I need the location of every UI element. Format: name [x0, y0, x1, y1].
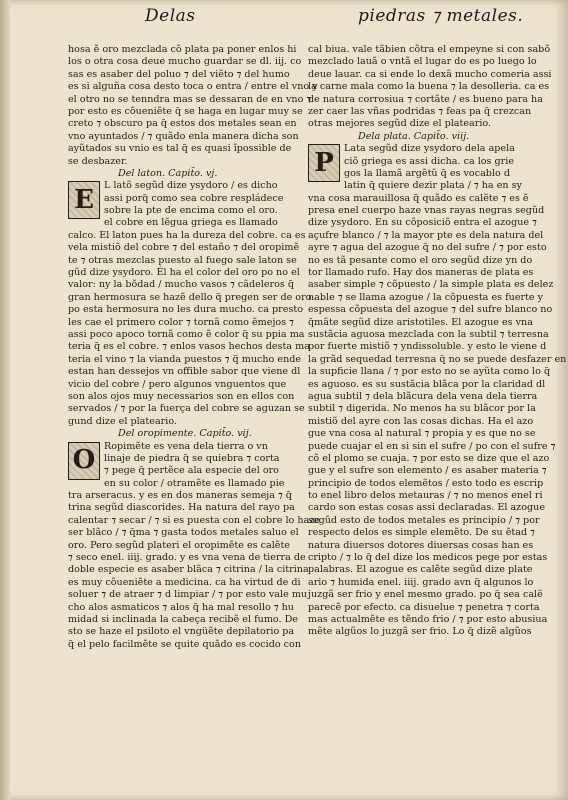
text-line: açufre blanco / ⁊ la mayor pte es dela natura del	[308, 229, 544, 241]
text-line: es si alguña cosa desto toca o entra / entre el vno y	[68, 81, 318, 93]
text-line: puede cuajar el en si sin el sufre / po con el sufre ⁊	[308, 440, 556, 452]
text-line: por esto es cõueniẽte q̃ se haga en lugar muy se	[68, 105, 303, 117]
text-line: creto ⁊ obscuro pa q̃ estos dos metales sean en	[68, 118, 297, 130]
text-line: mistiõ del ayre con las cosas dichas. Ha el azo	[308, 415, 534, 427]
text-line: zer caer las vñas podridas ⁊ feas pa q̃ crezcan	[308, 105, 532, 117]
section-plata	[308, 143, 567, 639]
text-line: assi porq̃ como sea cobre respládece	[104, 192, 284, 204]
text-line: vno ayuntados / ⁊ quãdo enla manera dicha son	[68, 130, 299, 142]
section-heading-laton: Del laton. Capit̃o. vj.	[118, 167, 218, 179]
text-line: gund dize el plateario.	[68, 415, 177, 427]
text-line: juzgã ser frio y enel mesmo grado. po q̃ sea calẽ	[308, 589, 543, 601]
text-line: vela mistiõ del cobre ⁊ del estaño ⁊ del oropimẽ	[68, 242, 300, 254]
text-line: natura diuersos dotores diuersas cosas han es	[308, 539, 534, 551]
text-line: respecto delos es simple elemẽto. De su ẽtad ⁊	[308, 527, 535, 539]
text-line: calco. El laton pues ha la dureza del cobre. ca es	[68, 229, 306, 241]
text-line: vicio del cobre / pero algunos vnguentos que	[68, 378, 287, 390]
text-line: to enel libro delos metauras / ⁊ no menos enel ri	[308, 490, 543, 502]
text-line: parecẽ por efecto. ca disuelue ⁊ penetra ⁊ corta	[308, 601, 540, 613]
left-intro-paragraph	[68, 44, 318, 168]
text-line: teria el vino ⁊ la vianda puestos ⁊ q̃ mucho ende	[68, 353, 302, 365]
text-line: ario ⁊ humida enel. iiij. grado avn q̃ algunos lo	[308, 576, 534, 588]
text-line: son alos ojos muy necessarios son en ellos con	[68, 390, 295, 402]
text-line: estan han dessejos vn offible sabor que viene dl	[68, 366, 301, 378]
text-line: linaje de piedra q̃ se quiebra ⁊ corta	[104, 452, 280, 464]
text-line: sobre la pte de encima como el oro.	[104, 205, 278, 217]
text-line: midad si inclinada la cabeça recibẽ el fumo. De	[68, 613, 298, 625]
section-heading-plata: Dela plata. Capit̃o. viij.	[358, 130, 470, 142]
text-line: gos la llamã argẽtũ q̃ es vocablo d	[344, 167, 510, 179]
text-line: cõ el plomo se cuaja. ⁊ por esto se dize que el azo	[308, 452, 550, 464]
text-line: teria q̃ es el cobre. ⁊ enlos vasos hechos desta ma	[68, 341, 310, 353]
text-line: segũd esto de todos metales es principio / ⁊ por	[308, 514, 540, 526]
drop-cap-p-icon: P	[308, 144, 340, 182]
right-intro-paragraph	[308, 44, 552, 131]
text-line: por fuerte mistiõ ⁊ yndissoluble. y esto le viene d	[308, 341, 547, 353]
text-line: latin q̃ quiere dezir plata / ⁊ ha en sy	[344, 180, 522, 192]
text-line: tor llamado rufo. Hay dos maneras de plata es	[308, 267, 534, 279]
text-line: cardo son estas cosas assi declaradas. El azogue	[308, 502, 546, 514]
text-line: sto se haze el psiloto el vngüẽte depilatorio pa	[68, 626, 295, 638]
section-laton	[68, 180, 312, 428]
text-line: hosa ẽ oro mezclada cõ plata pa poner enlos hi	[68, 44, 297, 55]
text-line: ciõ griega es assi dicha. ca los grie	[344, 155, 514, 167]
text-line: asaber simple ⁊ cõpuesto / la simple plata es delez	[308, 279, 554, 291]
text-line: la carne mala como la buena ⁊ la desolleria. ca es	[308, 81, 550, 93]
section-oropimente	[68, 440, 321, 652]
page-edge	[0, 0, 10, 800]
text-line: po esta hermosura no les dura mucho. ca presto	[68, 304, 303, 316]
text-line: ser blãco / ⁊ q̃ma ⁊ gasta todos metales saluo el	[68, 527, 299, 539]
text-line: deue lauar. ca si ende lo dexã mucho comeria assi	[308, 68, 552, 80]
text-line: los o otra cosa deue mucho guardar se dl. iij. co	[68, 56, 302, 68]
text-line: cal biua. vale tãbien cõtra el empeyne si con sabõ	[308, 44, 551, 55]
right-column	[308, 44, 567, 639]
text-line: valor: ny la bõdad / mucho vasos ⁊ cãdeleros q̃	[68, 279, 295, 291]
text-line: ayũtados su vnio es tal q̃ es quasi ĩpossible de	[68, 143, 292, 155]
text-line: doble especie es asaber blãca ⁊ citrina / la citrina	[68, 564, 309, 576]
text-line: subtil ⁊ digerida. No menos ha su blãcor por la	[308, 403, 536, 415]
text-line: principio de todos elemẽtos / esto todo es escrip	[308, 477, 544, 489]
text-line: la supficie llana / ⁊ por esto no se ayũta como lo q̃	[308, 366, 551, 378]
text-line: espessa cõpuesta del azogue ⁊ del sufre blanco no	[308, 304, 553, 316]
text-line: Ropimẽte es vena dela tierra o vn	[104, 440, 268, 452]
text-line: el otro no se tenndra mas se dessaran de en vno ⁊	[68, 93, 312, 105]
text-line: cripto / ⁊ lo q̃ del dize los medicos pege por estas	[308, 552, 548, 564]
text-line: assi poco apoco tornã como ẽ color q̃ su ppia ma	[68, 328, 305, 340]
text-line: gue y el sufre son elemento / es asaber materia ⁊	[308, 465, 547, 477]
text-line: soluer ⁊ de atraer ⁊ d limpiar / ⁊ por esto vale mu	[68, 589, 308, 601]
text-line: el cobre en lẽgua griega es llamado	[104, 217, 278, 229]
text-line: no es tã pesante como el oro segũd dize yn do	[308, 254, 533, 266]
text-line: tra arseracus. y es en dos maneras semeja ⁊ q̃	[68, 490, 292, 502]
text-line: palabras. El azogue es calẽte segũd dize plate	[308, 564, 533, 576]
text-line: la grãd sequedad terresna q̃ no se puede desfazer en	[308, 353, 567, 365]
text-line: sas es asaber del poluo ⁊ del viẽto ⁊ del humo	[68, 68, 290, 80]
left-column	[68, 44, 321, 651]
text-line: presa enel cuerpo haze vnas rayas negras segũd	[308, 205, 545, 217]
text-line: L latõ segũd dize ysydoro / es dicho	[104, 180, 278, 192]
running-head-left: Delas	[145, 6, 196, 26]
text-line: q̃ el pelo facilmẽte se quite quãdo es cocido con	[68, 638, 301, 650]
text-line: agua subtil ⁊ dela blãcura dela vena dela tierra	[308, 390, 538, 402]
text-line: es aguoso. es su sustãcia blãca por la claridad dl	[308, 378, 546, 390]
text-line: trina segũd diascorides. Ha natura del rayo pa	[68, 502, 295, 514]
laton-paragraph	[68, 180, 312, 428]
text-line: cho alos asmaticos ⁊ alos q̃ ha mal resollo ⁊ hu	[68, 601, 294, 613]
oropimente-paragraph	[68, 440, 321, 652]
text-line: calentar ⁊ secar / ⁊ si es puesta con el cobre lo haze	[68, 514, 321, 526]
text-line: gue vna cosa al natural ⁊ propia y es que no se	[308, 428, 536, 440]
text-line: ayre ⁊ agua del azogue q̃ no del sufre / ⁊ por esto	[308, 242, 547, 254]
text-line: de natura corrosiua ⁊ cortãte / es bueno para ha	[308, 93, 543, 105]
text-line: oro. Pero segũd plateri el oropimẽte es calẽte	[68, 539, 290, 551]
text-line: gũd dize ysydoro. Él ha el color del oro po no el	[68, 267, 300, 279]
text-line: es muy cõueniẽte a medicina. ca ha virtud de di	[68, 576, 301, 588]
text-line: dize ysydoro. En su cõposiciõ entra el azogue ⁊	[308, 217, 537, 229]
text-line: mas actualmẽte es tẽndo frio / ⁊ por esto abusiua	[308, 613, 548, 625]
text-line: ⁊ seco enel. iiij. grado. y es vna vena de tierra de	[68, 552, 306, 564]
text-line: otras mejores segũd dize el plateario.	[308, 118, 492, 130]
text-line: vna cosa marauillosa q̃ quãdo es calẽte ⁊ es ẽ	[308, 192, 529, 204]
text-line: mezclado lauã o vntã el lugar do es po luego lo	[308, 56, 537, 68]
running-head-right: piedras ⁊ metales.	[358, 6, 524, 26]
text-line: les cae el primero color ⁊ tornã como ẽmejos ⁊	[68, 316, 294, 328]
text-line: q̃mãte segũd dize aristotiles. El azogue es vna	[308, 316, 533, 328]
text-line: se desbazer.	[68, 155, 128, 167]
text-line: en su color / otramẽte es llamado pie	[104, 477, 285, 489]
text-line: ⁊ pege q̃ pertẽce ala especie del oro	[104, 465, 279, 477]
section-heading-oropimente: Del oropimente. Capit̃o. vij.	[118, 428, 252, 440]
plata-paragraph	[308, 143, 567, 639]
text-line: servados / ⁊ por la fuerça del cobre se aguzan se	[68, 403, 305, 415]
drop-cap-o-icon: O	[68, 442, 100, 480]
drop-cap-e-icon: E	[68, 181, 100, 219]
text-line: nable ⁊ se llama azogue / la cõpuesta es fuerte y	[308, 291, 544, 303]
text-line: Lata segũd dize ysydoro dela apela	[344, 143, 515, 155]
text-line: gran hermosura se hazẽ dello q̃ pregen ser de oro	[68, 291, 312, 303]
text-line: mẽte algũos lo juzgã ser frio. Lo q̃ dizẽ algũos	[308, 626, 532, 638]
text-line: te ⁊ otras mezclas puesto al fuego sale laton se	[68, 254, 297, 266]
text-line: sustãcia aguosa mezclada con la subtil ⁊ terresna	[308, 328, 549, 340]
